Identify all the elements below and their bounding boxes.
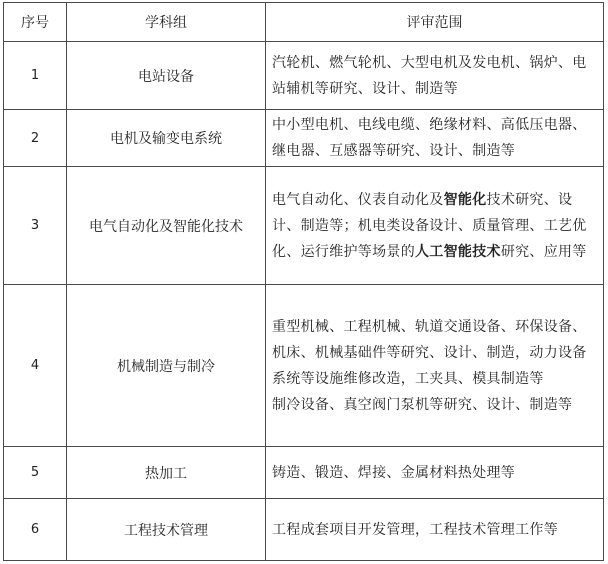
table-row xyxy=(4,110,604,167)
scope-text: 研究、应用等 xyxy=(500,243,587,260)
row-scope xyxy=(266,285,604,447)
row-group: 热加工 xyxy=(67,447,266,499)
row-scope xyxy=(266,110,604,167)
table-row xyxy=(4,447,604,499)
row-group: 电机及输变电系统 xyxy=(67,110,266,167)
row-group: 电气自动化及智能化技术 xyxy=(67,167,266,285)
table-row xyxy=(4,42,604,110)
row-group: 机械制造与制冷 xyxy=(67,285,266,447)
scope-text: 技术研究、设计、制造等；机电类设备设计、质量管理、工艺优化、运行维护等场景的 xyxy=(272,191,587,260)
row-serial: 5 xyxy=(4,447,67,499)
row-scope xyxy=(266,447,604,499)
scope-text: 汽轮机、燃气轮机、大型电机及发电机、锅炉、电站辅机等研究、设计、制造等 xyxy=(272,54,587,97)
scope-bold-text: 人工智能技术 xyxy=(415,243,501,260)
row-scope xyxy=(266,167,604,285)
row-serial: 3 xyxy=(4,167,67,285)
scope-text: 中小型电机、电线电缆、绝缘材料、高低压电器、继电器、互感器等研究、设计、制造等 xyxy=(272,117,587,159)
row-group: 电站设备 xyxy=(67,42,266,110)
discipline-table xyxy=(3,2,604,561)
scope-text: 铸造、锻造、焊接、金属材料热处理等 xyxy=(272,464,516,481)
row-scope xyxy=(266,42,604,110)
scope-text: 重型机械、工程机械、轨道交通设备、环保设备、机床、机械基础件等研究、设计、制造，动力设备系统等设施维修改造，工夹具、模具制造等 xyxy=(272,318,587,387)
row-group: 工程技术管理 xyxy=(67,499,266,561)
header-row xyxy=(4,3,604,42)
header-discipline-group: 学科组 xyxy=(67,3,266,42)
header-review-scope: 评审范围 xyxy=(266,3,604,42)
scope-text: 电气自动化、仪表自动化及 xyxy=(272,191,444,208)
row-scope xyxy=(266,499,604,561)
table-row xyxy=(4,499,604,561)
row-serial: 1 xyxy=(4,42,67,110)
row-serial: 2 xyxy=(4,110,67,167)
scope-bold-text: 智能化 xyxy=(443,191,487,208)
row-serial: 6 xyxy=(4,499,67,561)
row-serial: 4 xyxy=(4,285,67,447)
scope-text: 工程成套项目开发管理，工程技术管理工作等 xyxy=(272,521,558,538)
table-row xyxy=(4,167,604,285)
header-serial: 序号 xyxy=(4,3,67,42)
scope-text: 制冷设备、真空阀门泵机等研究、设计、制造等 xyxy=(272,396,573,413)
table-row xyxy=(4,285,604,447)
